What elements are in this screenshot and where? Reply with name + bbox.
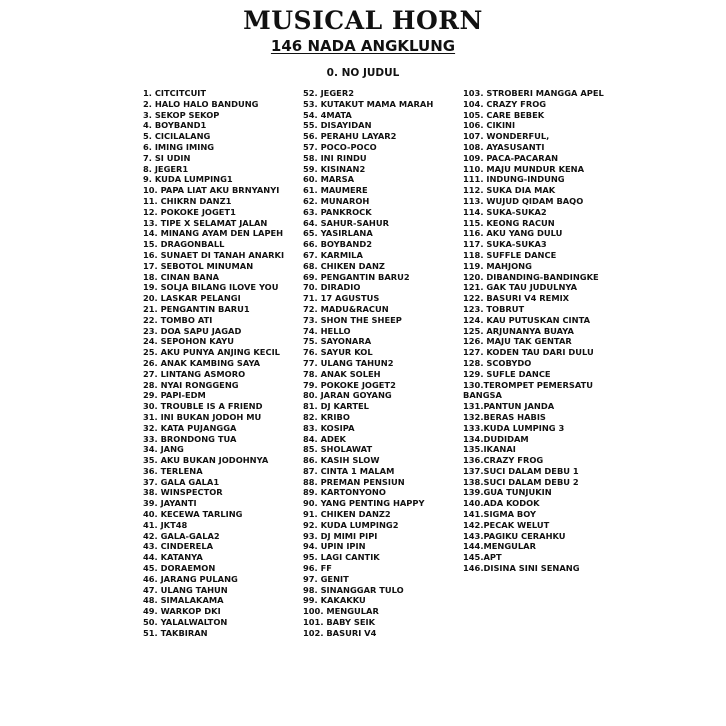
song-item: 117. SUKA-SUKA3 (463, 239, 547, 250)
song-item: 22. TOMBO ATI (143, 314, 213, 325)
song-item: 6. IMING IMING (143, 141, 215, 152)
song-item: 69. PENGANTIN BARU2 (303, 271, 410, 282)
song-item: 1. CITCITCUIT (143, 88, 207, 98)
song-item: 82. KRIBO (303, 411, 350, 422)
song-list-column-3 (463, 88, 604, 574)
song-item: 137.SUCI DALAM DEBU 1 (463, 465, 579, 476)
song-item: 41. JKT48 (143, 519, 188, 530)
song-item: 85. SHOLAWAT (303, 444, 373, 455)
song-item: 138.SUCI DALAM DEBU 2 (463, 476, 579, 487)
song-item: 146.DISINA SINI SENANG (463, 563, 580, 574)
song-item: 68. CHIKEN DANZ (303, 260, 385, 271)
song-item: 104. CRAZY FROG (463, 98, 547, 109)
song-item: 79. POKOKE JOGET2 (303, 379, 396, 390)
song-item: 67. KARMILA (303, 249, 363, 260)
song-item: 130.TEROMPET PEMERSATU (463, 379, 594, 390)
song-item: 80. JARAN GOYANG (303, 390, 392, 401)
song-item: 90. YANG PENTING HAPPY (303, 498, 425, 509)
song-item: 29. PAPI-EDM (143, 390, 206, 401)
song-item: 116. AKU YANG DULU (463, 228, 563, 239)
song-list-column-2 (303, 88, 433, 639)
song-item: 63. PANKROCK (303, 206, 372, 217)
song-item: 133.KUDA LUMPING 3 (463, 422, 565, 433)
song-item: 40. KECEWA TARLING (143, 509, 243, 520)
song-item: 49. WARKOP DKI (143, 606, 221, 617)
song-item: 89. KARTONYONO (303, 487, 386, 498)
song-item: 124. KAU PUTUSKAN CINTA (463, 314, 591, 325)
song-item: 2. HALO HALO BANDUNG (143, 98, 259, 109)
song-item: 15. DRAGONBALL (143, 239, 225, 250)
song-item: 56. PERAHU LAYAR2 (303, 131, 397, 142)
song-item: 139.GUA TUNJUKIN (463, 487, 552, 498)
song-item: 54. 4MATA (303, 109, 352, 120)
song-item: 128. SCOBYDO (463, 357, 532, 368)
song-item: 107. WONDERFUL, (463, 131, 550, 142)
song-item: 64. SAHUR-SAHUR (303, 217, 389, 228)
song-item: 13. TIPE X SELAMAT JALAN (143, 217, 268, 228)
song-item: 30. TROUBLE IS A FRIEND (143, 401, 263, 412)
song-item: 59. KISINAN2 (303, 163, 366, 174)
song-item: 7. SI UDIN (143, 152, 191, 163)
song-item: 70. DIRADIO (303, 282, 361, 293)
song-item: 93. DJ MIMI PIPI (303, 530, 378, 541)
song-item: 77. ULANG TAHUN2 (303, 357, 394, 368)
song-list-column-1 (143, 88, 284, 639)
song-item: 122. BASURI V4 REMIX (463, 293, 570, 304)
song-item: 136.CRAZY FROG (463, 455, 544, 466)
song-item: 24. SEPOHON KAYU (143, 336, 234, 347)
song-item: 98. SINANGGAR TULO (303, 584, 404, 595)
song-item: 52. JEGER2 (303, 88, 354, 98)
song-item: 134.DUDIDAM (463, 433, 529, 444)
song-item: 127. KODEN TAU DARI DULU (463, 347, 594, 358)
song-item: 140.ADA KODOK (463, 498, 540, 509)
subtitle-text: 146 NADA ANGKLUNG (270, 37, 456, 55)
song-item: 91. CHIKEN DANZ2 (303, 509, 391, 520)
song-item: 111. INDUNG-INDUNG (463, 174, 565, 185)
song-item: 75. SAYONARA (303, 336, 372, 347)
song-item: 47. ULANG TAHUN (143, 584, 228, 595)
song-item: 103. STROBERI MANGGA APEL (463, 88, 604, 98)
song-item: 71. 17 AGUSTUS (303, 293, 380, 304)
song-item: 26. ANAK KAMBING SAYA (143, 357, 261, 368)
song-item: 39. JAYANTI (143, 498, 197, 509)
song-item: 113. WUJUD QIDAM BAQO (463, 195, 584, 206)
song-item: 18. CINAN BANA (143, 271, 220, 282)
song-item: 120. DIBANDING-BANDINGKE (463, 271, 599, 282)
song-item: 12. POKOKE JOGET1 (143, 206, 236, 217)
song-item: 42. GALA-GALA2 (143, 530, 220, 541)
song-item: 44. KATANYA (143, 552, 203, 563)
song-item: 43. CINDERELA (143, 541, 214, 552)
song-item: 61. MAUMERE (303, 185, 368, 196)
song-item: BANGSA (463, 390, 502, 401)
song-item: 9. KUDA LUMPING1 (143, 174, 233, 185)
song-item: 28. NYAI RONGGENG (143, 379, 239, 390)
song-item: 58. INI RINDU (303, 152, 367, 163)
song-item: 4. BOYBAND1 (143, 120, 207, 131)
song-item: 84. ADEK (303, 433, 346, 444)
song-item: 31. INI BUKAN JODOH MU (143, 411, 262, 422)
song-item: 106. CIKINI (463, 120, 516, 131)
song-item: 97. GENIT (303, 573, 349, 584)
song-item: 21. PENGANTIN BARU1 (143, 303, 250, 314)
song-item: 35. AKU BUKAN JODOHNYA (143, 455, 269, 466)
song-item: 62. MUNAROH (303, 195, 370, 206)
song-item: 105. CARE BEBEK (463, 109, 545, 120)
song-item: 144.MENGULAR (463, 541, 536, 552)
song-item: 46. JARANG PULANG (143, 573, 238, 584)
song-item: 126. MAJU TAK GENTAR (463, 336, 572, 347)
song-item: 142.PECAK WELUT (463, 519, 550, 530)
song-item: 78. ANAK SOLEH (303, 368, 381, 379)
song-item: 95. LAGI CANTIK (303, 552, 380, 563)
song-item: 135.IKANAI (463, 444, 516, 455)
song-item: 53. KUTAKUT MAMA MARAH (303, 98, 434, 109)
song-item: 108. AYASUSANTI (463, 141, 545, 152)
song-item: 45. DORAEMON (143, 563, 216, 574)
song-item: 72. MADU&RACUN (303, 303, 389, 314)
song-item: 129. SUFLE DANCE (463, 368, 551, 379)
song-item: 141.SIGMA BOY (463, 509, 536, 520)
song-item: 17. SEBOTOL MINUMAN (143, 260, 254, 271)
list-heading: 0. NO JUDUL (326, 67, 400, 79)
song-item: 99. KAKAKKU (303, 595, 366, 606)
song-item: 109. PACA-PACARAN (463, 152, 559, 163)
song-item: 81. DJ KARTEL (303, 401, 369, 412)
song-item: 51. TAKBIRAN (143, 627, 208, 638)
song-item: 37. GALA GALA1 (143, 476, 220, 487)
song-item: 74. HELLO (303, 325, 351, 336)
song-item: 48. SIMALAKAMA (143, 595, 224, 606)
song-item: 118. SUFFLE DANCE (463, 249, 557, 260)
song-item: 14. MINANG AYAM DEN LAPEH (143, 228, 284, 239)
song-item: 83. KOSIPA (303, 422, 355, 433)
song-item: 11. CHIKRN DANZ1 (143, 195, 232, 206)
song-item: 27. LINTANG ASMORO (143, 368, 246, 379)
song-item: 20. LASKAR PELANGI (143, 293, 241, 304)
song-item: 114. SUKA-SUKA2 (463, 206, 547, 217)
song-item: 131.PANTUN JANDA (463, 401, 555, 412)
song-item: 65. YASIRLANA (303, 228, 373, 239)
song-item: 88. PREMAN PENSIUN (303, 476, 405, 487)
song-item: 94. UPIN IPIN (303, 541, 366, 552)
song-item: 16. SUNAET DI TANAH ANARKI (143, 249, 285, 260)
song-item: 55. DISAYIDAN (303, 120, 372, 131)
song-item: 33. BRONDONG TUA (143, 433, 237, 444)
song-item: 23. DOA SAPU JAGAD (143, 325, 242, 336)
song-item: 132.BERAS HABIS (463, 411, 546, 422)
song-item: 123. TOBRUT (463, 303, 525, 314)
song-item: 102. BASURI V4 (303, 627, 377, 638)
subtitle (0, 37, 726, 56)
song-item: 66. BOYBAND2 (303, 239, 373, 250)
song-item: 145.APT (463, 552, 502, 563)
song-item: 143.PAGIKU CERAHKU (463, 530, 566, 541)
song-item: 119. MAHJONG (463, 260, 532, 271)
song-item: 36. TERLENA (143, 465, 203, 476)
song-item: 92. KUDA LUMPING2 (303, 519, 399, 530)
song-item: 8. JEGER1 (143, 163, 189, 174)
song-item: 57. POCO-POCO (303, 141, 377, 152)
song-item: 100. MENGULAR (303, 606, 379, 617)
song-item: 60. MARSA (303, 174, 355, 185)
song-item: 5. CICILALANG (143, 131, 211, 142)
song-item: 115. KEONG RACUN (463, 217, 555, 228)
song-item: 110. MAJU MUNDUR KENA (463, 163, 585, 174)
song-item: 38. WINSPECTOR (143, 487, 223, 498)
song-item: 50. YALALWALTON (143, 617, 228, 628)
song-item: 112. SUKA DIA MAK (463, 185, 556, 196)
song-item: 125. ARJUNANYA BUAYA (463, 325, 574, 336)
song-item: 3. SEKOP SEKOP (143, 109, 220, 120)
song-item: 121. GAK TAU JUDULNYA (463, 282, 578, 293)
song-item: 32. KATA PUJANGGA (143, 422, 237, 433)
song-item: 96. FF (303, 563, 332, 574)
song-item: 10. PAPA LIAT AKU BRNYANYI (143, 185, 280, 196)
song-item: 25. AKU PUNYA ANJING KECIL (143, 347, 280, 358)
page-title: MUSICAL HORN (243, 6, 483, 35)
song-item: 87. CINTA 1 MALAM (303, 465, 395, 476)
song-item: 19. SOLJA BILANG ILOVE YOU (143, 282, 279, 293)
song-item: 101. BABY SEIK (303, 617, 376, 628)
song-item: 76. SAYUR KOL (303, 347, 373, 358)
song-item: 34. JANG (143, 444, 184, 455)
song-item: 73. SHON THE SHEEP (303, 314, 402, 325)
song-item: 86. KASIH SLOW (303, 455, 380, 466)
